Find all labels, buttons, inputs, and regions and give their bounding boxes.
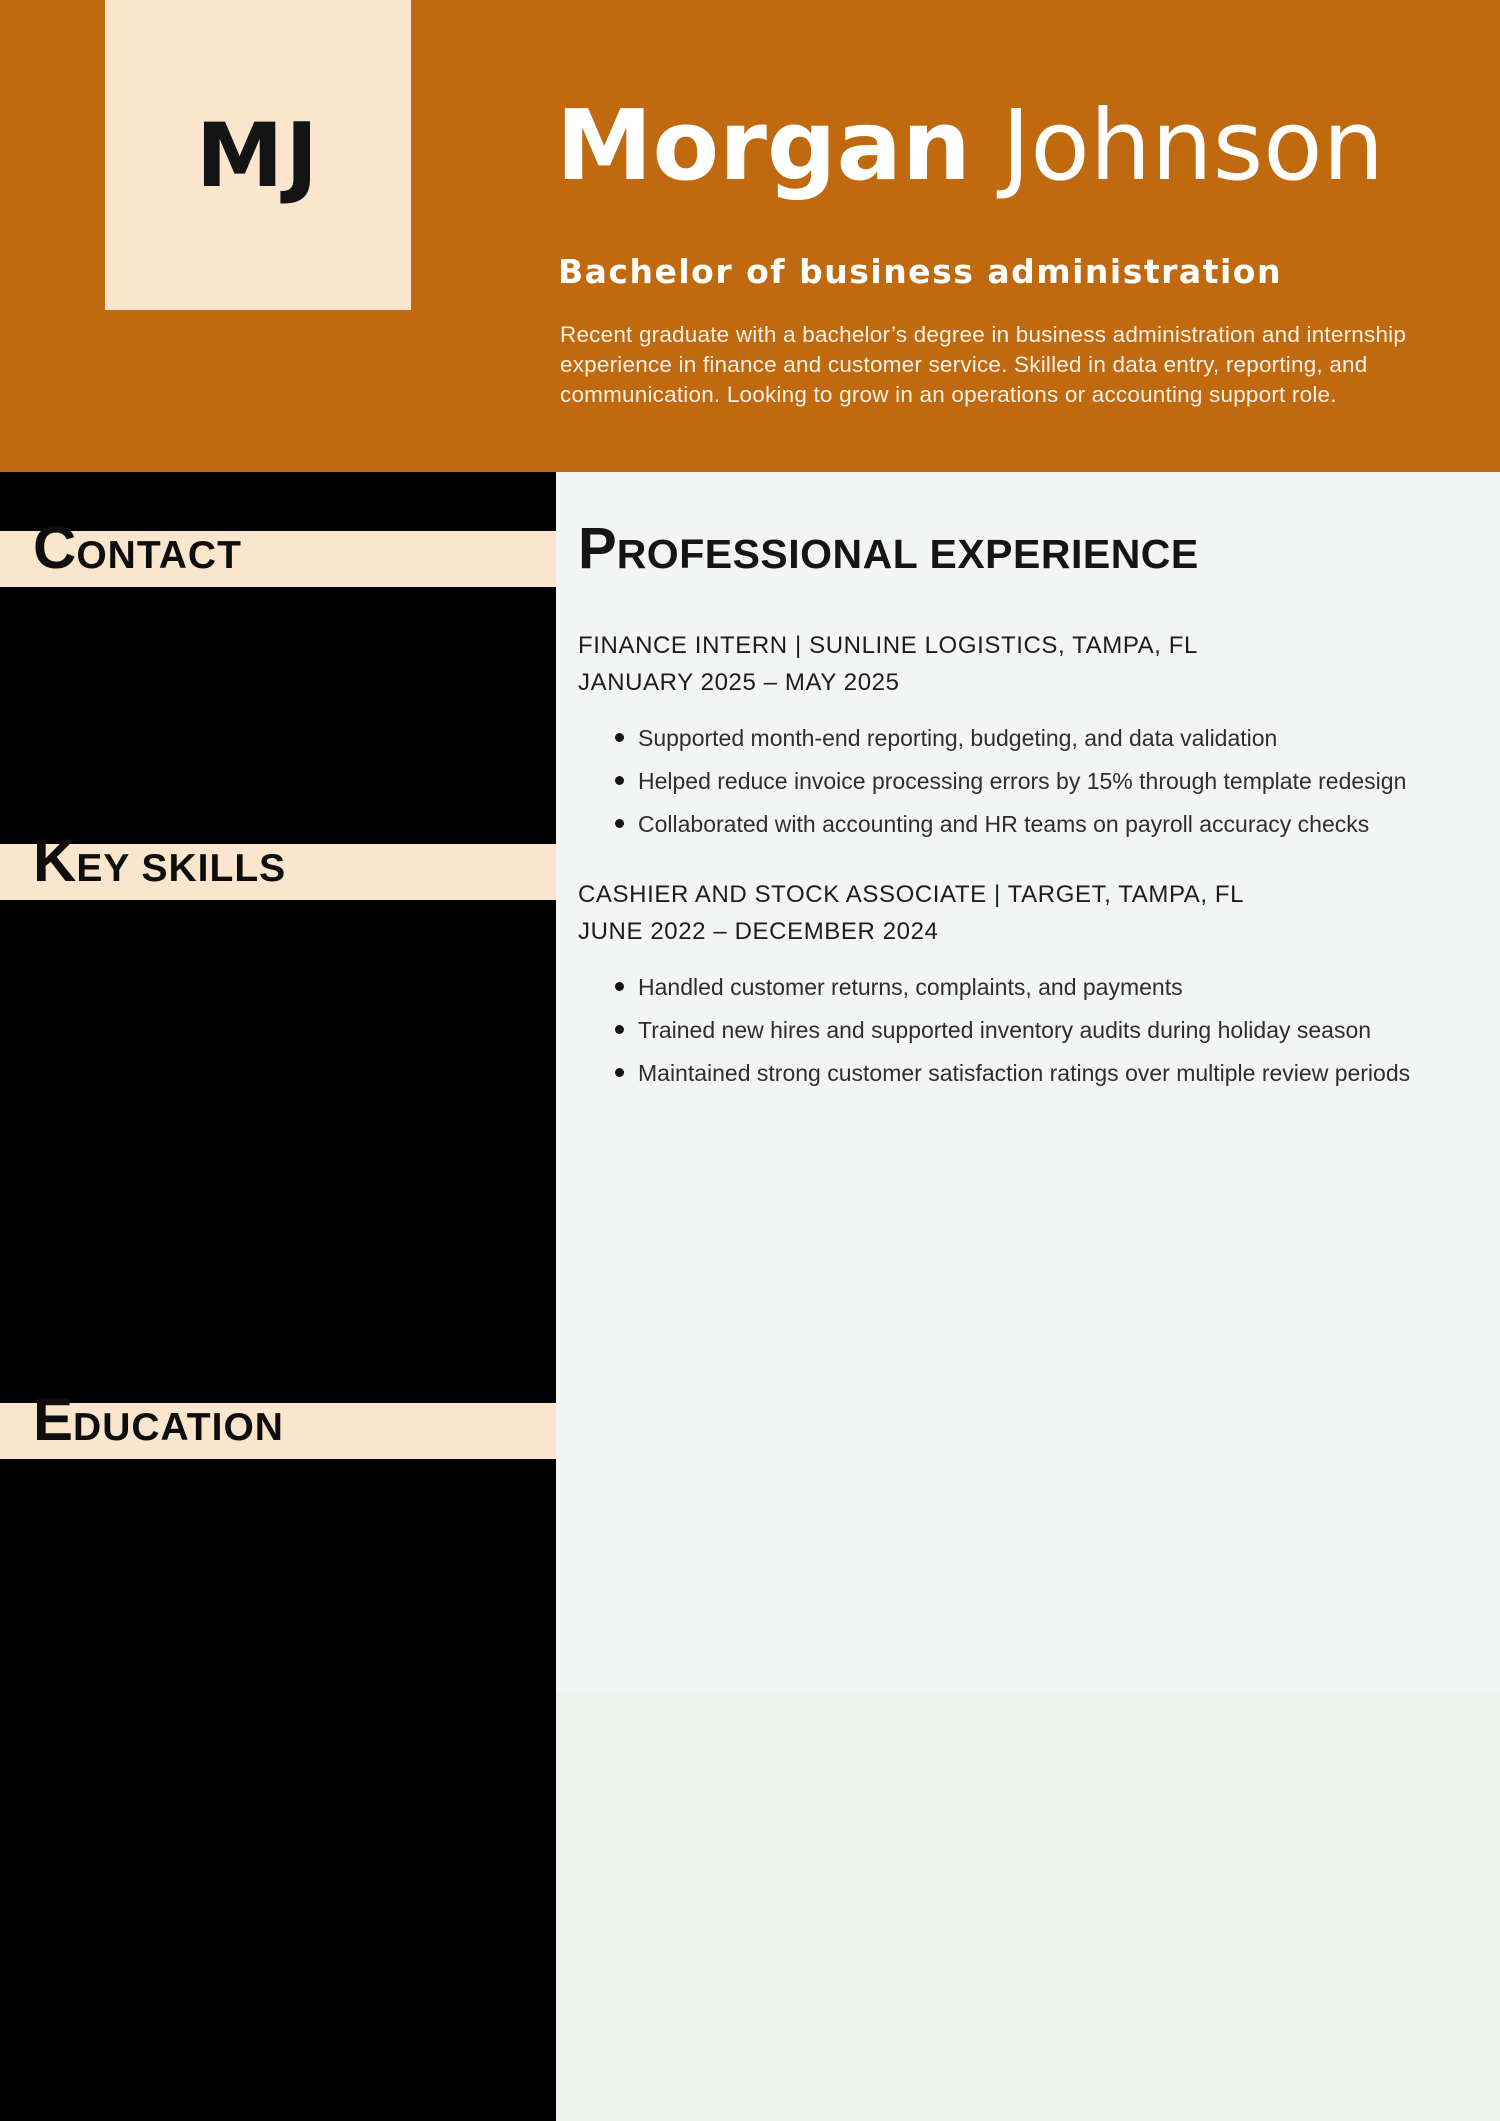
- bullet-dot: [615, 776, 624, 785]
- heading-rest: ROFESSIONAL EXPERIENCE: [616, 531, 1199, 577]
- job-bullet-list: [578, 972, 1460, 1088]
- candidate-name: [556, 89, 1385, 202]
- heading-initial: P: [578, 516, 617, 581]
- last-name: Johnson: [1001, 89, 1385, 202]
- job-dates: JANUARY 2025 – MAY 2025: [578, 669, 900, 696]
- job-title: FINANCE INTERN | SUNLINE LOGISTICS, TAMPA, FL: [578, 632, 1198, 659]
- job-entry: [578, 881, 1460, 1088]
- section-rest: DUCATION: [73, 1406, 284, 1449]
- summary-paragraph: Recent graduate with a bachelor’s degree in business administration and internship experience in finance and customer service. Skilled in data entry, reporting, and communication. Looking to grow in an operations or accounting support role.: [560, 322, 1407, 407]
- bullet-dot: [615, 1068, 624, 1077]
- bullet-dot: [615, 982, 624, 991]
- bullet-text: Helped reduce invoice processing errors by 15% through template redesign: [638, 768, 1407, 794]
- bullet-text: Trained new hires and supported inventory audits during holiday season: [638, 1017, 1372, 1043]
- section-rest: ONTACT: [76, 534, 242, 577]
- job-dates: JUNE 2022 – DECEMBER 2024: [578, 918, 939, 945]
- section-initial: C: [33, 514, 77, 581]
- degree-subtitle: Bachelor of business administration: [558, 252, 1282, 291]
- sidebar: [0, 472, 556, 2121]
- section-initial: E: [33, 1386, 74, 1453]
- sidebar-section-key-skills-label: [33, 827, 287, 894]
- section-initial: K: [33, 827, 77, 894]
- bullet-text: Handled customer returns, complaints, and payments: [638, 974, 1183, 1000]
- job-list: [578, 632, 1460, 1088]
- bullet-item: [578, 1058, 1460, 1088]
- sidebar-section-education: [0, 1386, 556, 1459]
- bullet-dot: [615, 1025, 624, 1034]
- sidebar-section-key-skills: [0, 827, 556, 900]
- job-entry: [578, 632, 1460, 839]
- section-rest: EY SKILLS: [76, 847, 287, 890]
- bullet-text: Supported month-end reporting, budgeting, and data validation: [638, 725, 1278, 751]
- bullet-item: [578, 766, 1460, 796]
- experience-section: [578, 516, 1460, 1101]
- job-bullet-list: [578, 723, 1460, 839]
- sidebar-section-contact: [0, 514, 556, 587]
- header-band: [0, 0, 1500, 472]
- bullet-item: [578, 1015, 1460, 1045]
- experience-heading: [578, 516, 1460, 581]
- sidebar-section-contact-label: [33, 514, 242, 581]
- bullet-item: [578, 809, 1460, 839]
- sidebar-section-education-label: [33, 1386, 284, 1453]
- bullet-text: Maintained strong customer satisfaction ratings over multiple review periods: [638, 1060, 1411, 1086]
- bullet-item: [578, 723, 1460, 753]
- bullet-text: Collaborated with accounting and HR teams on payroll accuracy checks: [638, 811, 1370, 837]
- bullet-item: [578, 972, 1460, 1002]
- bullet-dot: [615, 733, 624, 742]
- monogram-text: MJ: [195, 103, 321, 207]
- monogram-badge: [105, 0, 411, 310]
- bullet-dot: [615, 819, 624, 828]
- first-name: Morgan: [556, 89, 971, 202]
- job-title: CASHIER AND STOCK ASSOCIATE | TARGET, TAMPA, FL: [578, 881, 1245, 908]
